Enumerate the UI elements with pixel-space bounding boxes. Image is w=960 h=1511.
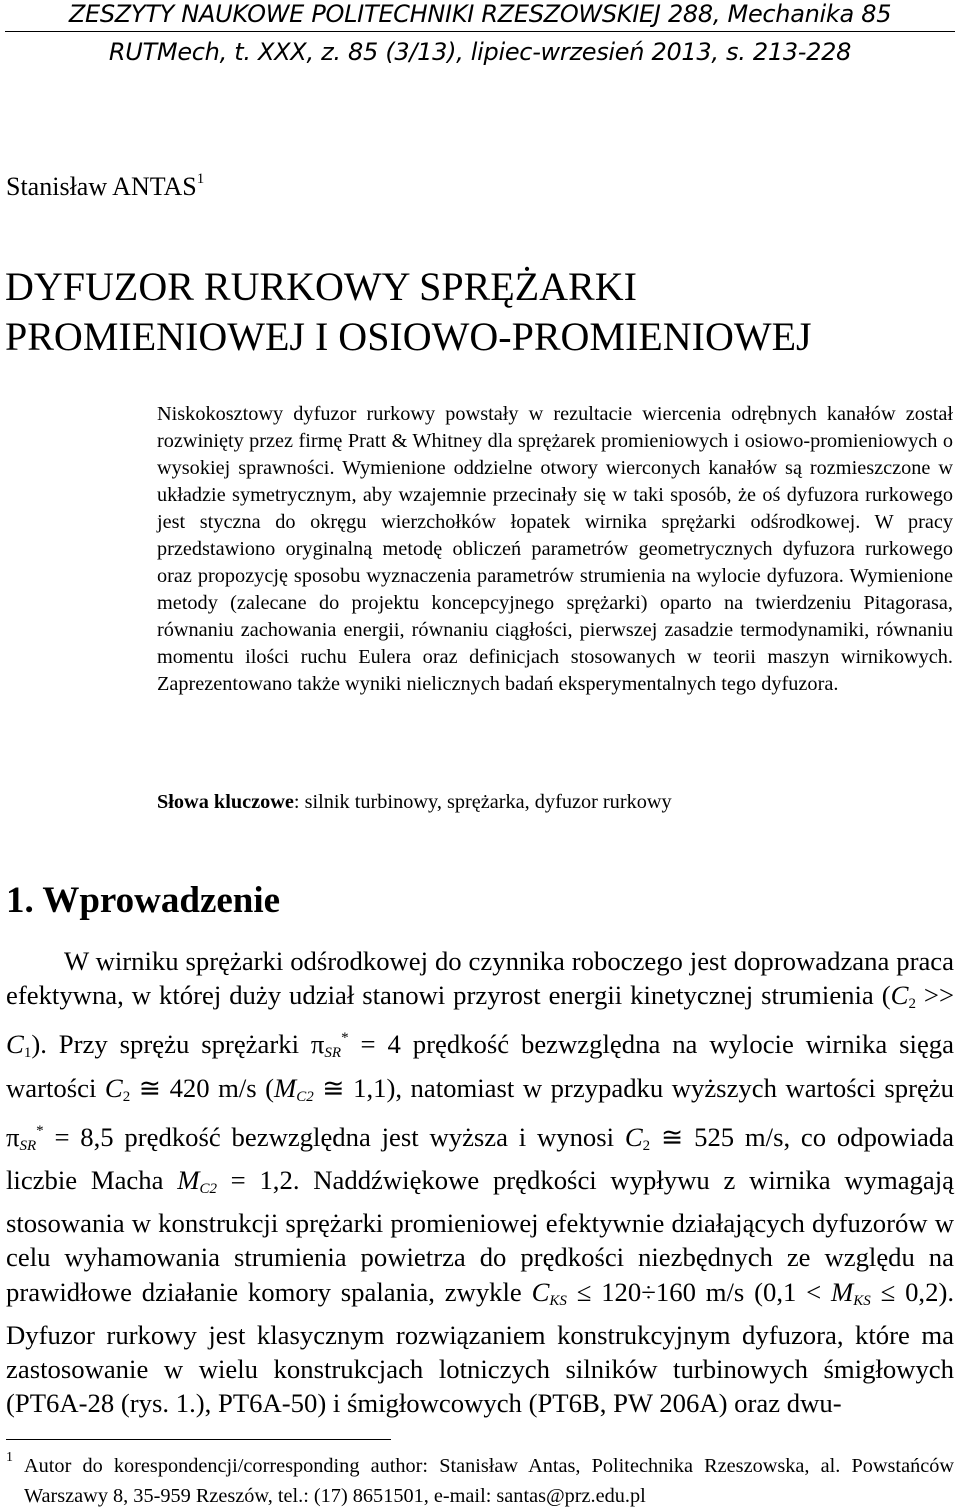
title-line-1: DYFUZOR RURKOWY SPRĘŻARKI (5, 264, 637, 309)
keywords-label: Słowa kluczowe (157, 791, 294, 813)
journal-line-2: RUTMech, t. XXX, z. 85 (3/13), lipiec-wrzesień 2013, s. 213-228 (108, 38, 852, 66)
section-heading: 1. Wprowadzenie (6, 880, 281, 921)
author (6, 164, 204, 202)
keywords (157, 789, 672, 816)
header-rule (5, 31, 955, 32)
author-name: Stanisław ANTAS (6, 172, 197, 201)
footnote (6, 1451, 954, 1511)
abstract: Niskokosztowy dyfuzor rurkowy powstały w rezultacie wiercenia odrębnych kanałów został rozwinięty przez firmę Pratt & Whitney dla sprężarek promieniowych i osiowo-promieniowych o wysokiej sprawności. Wymienione oddzielne otwory wierconych kanałów są rozmieszczone w układzie symetrycznym, aby wzajemnie przecinały się w taki sposób, że oś dyfuzora rurkowego jest styczna do okręgu wierzchołków łopatek wirnika sprężarki odśrodkowej. W pracy przedstawiono oryginalną metodę obliczeń parametrów geometrycznych dyfuzora rurkowego oraz propozycję sposobu wyznaczenia parametrów strumienia na wylocie dyfuzora. Wymienione metody (zalecane do projektu koncepcyjnego sprężarki) oparto na twierdzeniu Pitagorasa, równaniu zachowania energii, równaniu ciągłości, pierwszej zasadzie termodynamiki, równaniu momentu ilości ruchu Eulera oraz definicjach stosowanych w teorii maszyn wirnikowych. Zaprezentowano także wyniki nielicznych badań eksperymentalnych tego dyfuzora. (157, 403, 953, 695)
footnote-mark: 1 (6, 1450, 13, 1465)
journal-line-1: ZESZYTY NAUKOWE POLITECHNIKI RZESZOWSKIEJ 288, Mechanika 85 (68, 0, 892, 28)
intro-paragraph: W wirniku sprężarki odśrodkowej do czynnika roboczego jest doprowadzana praca efektywna, w której duży udział stanowi przyrost energii kinetycznej strumienia $(C_2 >> C_1)$. Przy sprężu sprężarki $\pi_{SR}^* = 4$ prędkość bezwzględna na wylocie wirnika sięga wartości $C_2$ ≅ 420 m/s ($M_{C2}$ ≅ 1,1), natomiast w przypadku wyższych wartości sprężu $\pi_{SR}^* = 8,5$ prędkość bezwzględna jest wyższa i wynosi $C_2$ ≅ 525 m/s, co odpowiada liczbie Macha $M_{C2} = 1,2$. Naddźwiękowe prędkości wypływu z wirnika wymagają stosowania w konstrukcji sprężarki promieniowej efektywnie działających dyfuzorów w celu wyhamowania strumienia powietrza do prędkości niezbędnych ze względu na prawidłowe działanie komory spalania, zwykle $C_{KS} \le 120\div 160$ m/s $(0,1 < M_{KS} \le 0,2)$. Dyfuzor rurkowy jest klasycznym rozwiązaniem konstrukcyjnym dyfuzora, które ma zastosowanie w wielu konstrukcjach lotniczych silników turbinowych śmigłowych (PT6A-28 (rys. 1.), PT6A-50) i śmigłowcowych (PT6B, PW 206A) oraz dwu- (6, 946, 954, 1419)
keywords-value: : silnik turbinowy, sprężarka, dyfuzor rurkowy (293, 791, 672, 813)
title-line-2: PROMIENIOWEJ I OSIOWO-PROMIENIOWEJ (5, 314, 812, 359)
journal-header (0, 0, 960, 72)
paper-title (5, 262, 812, 362)
footnote-rule (6, 1439, 391, 1440)
author-footnote-mark: 1 (196, 171, 205, 187)
footnote-text: Autor do korespondencji/corresponding author: Stanisław Antas, Politechnika Rzeszowska, al. Powstańców Warszawy 8, 35-959 Rzeszów, tel.: (17) 8651501, e-mail: santas@prz.edu.pl (24, 1455, 954, 1507)
